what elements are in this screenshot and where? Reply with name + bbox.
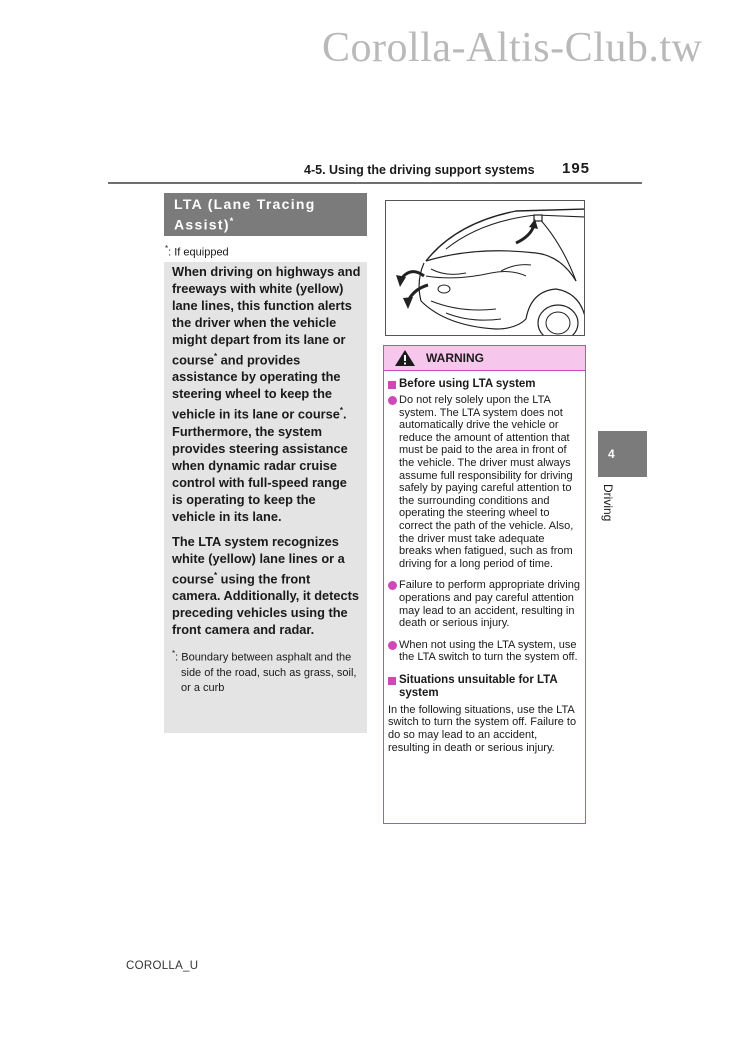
boundary-footnote [172, 646, 361, 697]
chapter-label: Driving [601, 484, 615, 522]
warning-heading-text: Situations unsuitable for LTA system [399, 673, 558, 699]
page-number: 195 [562, 160, 591, 177]
chapter-tab [598, 431, 647, 477]
warning-bullet [388, 394, 580, 570]
equipped-footnote [165, 244, 229, 259]
section-header: 4-5. Using the driving support systems [304, 163, 535, 177]
summary-paragraph-2 [172, 533, 361, 638]
warning-label: WARNING [426, 351, 484, 365]
footer-code: COROLLA_U [126, 960, 199, 972]
equipped-footnote-marker: * [165, 244, 169, 253]
car-front-camera-illustration [386, 201, 585, 336]
summary-text: and provides assistance by operating the steering wheel to keep the vehicle in its lane or course [172, 352, 341, 422]
warning-box [383, 345, 586, 824]
summary-text: The LTA system recognizes white (yellow) lane lines or a course [172, 533, 345, 586]
footnote-marker: * [213, 570, 218, 580]
square-bullet-icon [388, 381, 396, 389]
summary-paragraph-1 [172, 263, 361, 525]
warning-heading-before-use [388, 378, 580, 391]
warning-heading-unsuitable [388, 674, 580, 700]
watermark: Corolla-Altis-Club.tw [322, 25, 703, 71]
warning-triangle-icon [394, 349, 416, 367]
footnote-marker: * [172, 648, 176, 658]
summary-box [164, 262, 367, 733]
circle-bullet-icon [388, 396, 397, 405]
boundary-footnote-text: : Boundary between asphalt and the side of the road, such as grass, soil, or a curb [175, 651, 357, 695]
equipped-footnote-text: : If equipped [168, 246, 229, 259]
chapter-number: 4 [608, 447, 615, 461]
warning-heading-text: Before using LTA system [399, 378, 536, 390]
title-footnote-marker: * [229, 216, 235, 226]
summary-text: When driving on highways and freeways with white (yellow) lane lines, this function alerts the driver when the vehicle might depart from its lane or course [172, 264, 361, 368]
car-illustration [385, 200, 585, 336]
warning-body [384, 371, 585, 754]
section-title: LTA (Lane Tracing Assist) [174, 196, 316, 233]
footnote-marker: * [339, 406, 343, 416]
summary-text: . Furthermore, the system provides steering assistance when dynamic radar cruise control with full-speed range is operating to keep the vehicle in its lane. [172, 406, 348, 524]
warning-bullet-text: When not using the LTA system, use the LTA switch to turn the system off. [399, 638, 578, 664]
circle-bullet-icon [388, 581, 397, 590]
warning-bullet-text: Failure to perform appropriate driving operations and pay careful attention may lead to an accident, resulting in death or serious injury. [399, 579, 580, 630]
summary-text: using the front camera. Additionally, it detects preceding vehicles using the front camera and radar. [172, 570, 360, 637]
warning-bullet [388, 579, 580, 629]
warning-bullet [388, 639, 580, 664]
square-bullet-icon [388, 677, 396, 685]
warning-paragraph: In the following situations, use the LTA switch to turn the system off. Failure to do so may lead to an accident, resulting in death or serious injury. [388, 703, 577, 754]
header-divider [108, 182, 642, 184]
footnote-marker: * [213, 352, 218, 361]
section-title-box [164, 193, 367, 236]
circle-bullet-icon [388, 641, 397, 650]
warning-bullet-text: Do not rely solely upon the LTA system. The LTA system does not automatically drive the vehicle or reduce the amount of attention that must be paid to the area in front of the vehicle. The driver must always assume full responsibility for driving safely by paying careful attention to the surrounding conditions and operating the steering wheel to correct the path of the vehicle. Also, the driver must take adequate breaks when fatigued, such as from driving for a long period of time. [399, 394, 574, 570]
warning-header [384, 346, 585, 371]
